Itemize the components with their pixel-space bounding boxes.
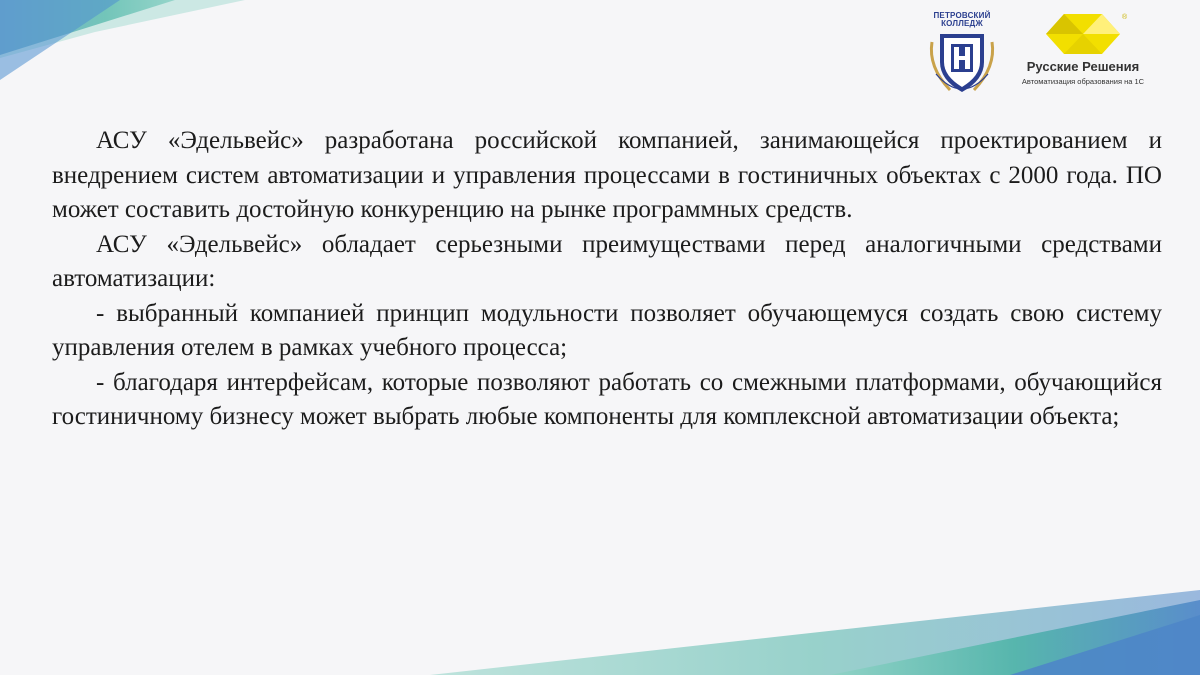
partner-hexagon-icon (1046, 12, 1120, 58)
partner-subtitle: Автоматизация образования на 1С (1021, 77, 1145, 86)
registered-mark: ® (1122, 14, 1128, 21)
college-name-line1: ПЕТРОВСКИЙ (933, 11, 991, 20)
partner-name: Русские Решения (1026, 59, 1140, 74)
partner-logo (1018, 12, 1148, 92)
paragraph-advantages: АСУ «Эдельвейс» обладает серьезными преимуществами перед аналогичными средствами автоматизации: (52, 230, 1162, 292)
paragraph-intro: АСУ «Эдельвейс» разработана российской компанией, занимающейся проектированием и внедрением систем автоматизации и управления процессами в гостиничных объектах с 2000 года. ПО может составить достойную конкуренцию на рынке программных средств. (52, 127, 1162, 223)
slide-body (52, 124, 1162, 435)
logo-bar (924, 12, 1148, 100)
college-name (924, 12, 1000, 28)
college-logo (924, 12, 1000, 100)
list-item-interfaces: - благодаря интерфейсам, которые позволяют работать со смежными платформами, обучающийся гостиничному бизнесу может выбрать любые компоненты для комплексной автоматизации объекта; (52, 368, 1162, 430)
list-item-modularity: - выбранный компанией принцип модульности позволяет обучающемуся создать свою систему управления отелем в рамках учебного процесса; (52, 299, 1162, 361)
college-name-line2: КОЛЛЕДЖ (941, 19, 983, 28)
